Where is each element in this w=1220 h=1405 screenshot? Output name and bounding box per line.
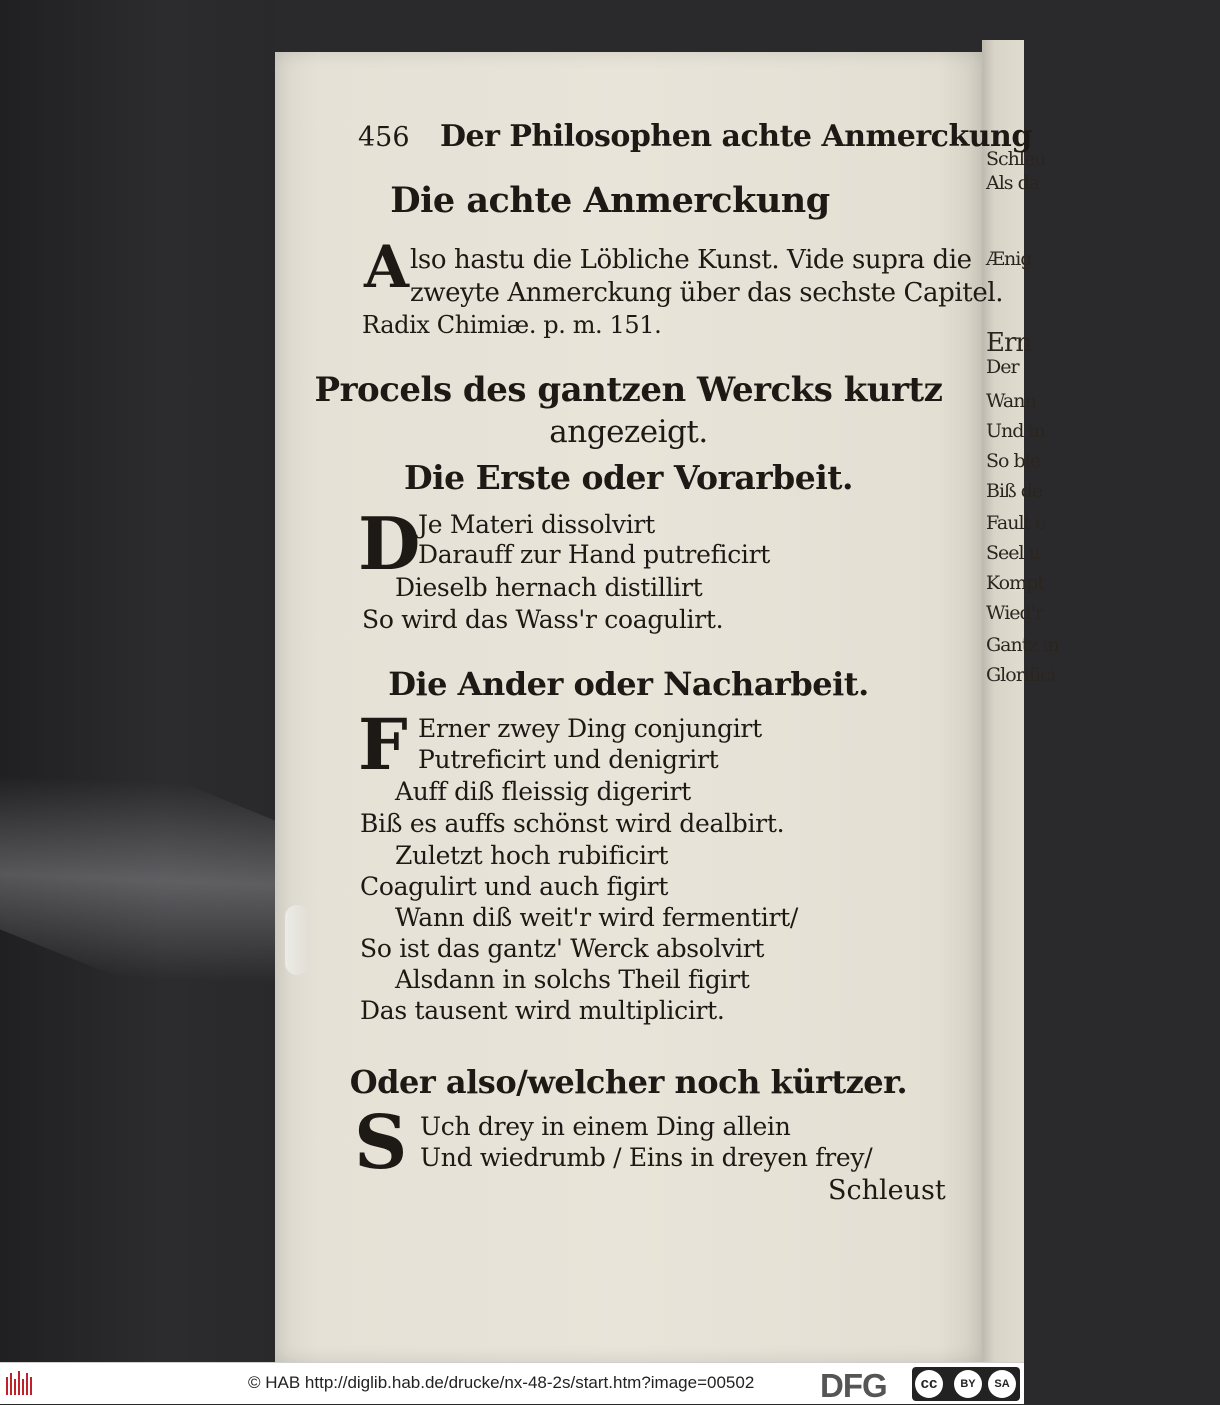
section-heading: Oder also/welcher noch kürtzer. bbox=[349, 1063, 908, 1101]
verse-line: Alsdann in solchs Theil figirt bbox=[395, 965, 750, 994]
next-page-fragment: Der bbox=[986, 356, 1019, 378]
verse-line: Wann diß weit'r wird fermentirt/ bbox=[395, 903, 798, 932]
verse-line: So ist das gantz' Werck absolvirt bbox=[360, 934, 765, 963]
adjacent-page-edge bbox=[982, 40, 1059, 1362]
verse-line: Putreficirt und denigrirt bbox=[418, 745, 719, 774]
next-page-fragment: Schleu bbox=[986, 148, 1046, 170]
hab-logo-icon bbox=[4, 1369, 34, 1399]
section-heading: Die achte Anmerckung bbox=[390, 180, 830, 221]
next-page-fragment: Wied'r bbox=[986, 602, 1043, 624]
verse-line: Darauff zur Hand putreficirt bbox=[418, 540, 771, 569]
footer-bar bbox=[0, 1362, 1024, 1404]
drop-cap: F bbox=[358, 703, 408, 786]
next-page-fragment: Seel u bbox=[986, 542, 1040, 564]
next-page-fragment: Als da bbox=[986, 172, 1040, 194]
verse-line: Uch drey in einem Ding allein bbox=[420, 1112, 791, 1141]
page-number: 456 bbox=[358, 122, 410, 153]
drop-cap: D bbox=[358, 501, 421, 586]
next-page-fragment: Ern bbox=[986, 328, 1032, 358]
drop-cap: A bbox=[364, 233, 410, 301]
verse-line: Coagulirt und auch figirt bbox=[360, 872, 669, 901]
verse-line: Das tausent wird multiplicirt. bbox=[360, 996, 725, 1025]
verse-line: Erner zwey Ding conjungirt bbox=[418, 714, 762, 743]
section-heading: Procels des gantzen Wercks kurtz bbox=[314, 370, 943, 410]
catchword: Schleust bbox=[828, 1175, 946, 1206]
dfg-logo: DFG bbox=[820, 1367, 887, 1404]
section-subheading: Die Erste oder Vorarbeit. bbox=[403, 458, 854, 497]
text-line: lso hastu die Löbliche Kunst. Vide supra die bbox=[410, 245, 972, 275]
next-page-fragment: Ænig bbox=[986, 248, 1032, 270]
next-page-fragment: Gantz in bbox=[986, 634, 1059, 656]
next-page-fragment: Glorifici bbox=[986, 664, 1055, 686]
cc-mark: cc bbox=[915, 1370, 943, 1398]
verse-line: Dieselb hernach distillirt bbox=[395, 573, 703, 602]
by-icon: BY bbox=[954, 1370, 982, 1398]
next-page-fragment: Wann bbox=[986, 390, 1036, 412]
text-line: Radix Chimiæ. p. m. 151. bbox=[362, 311, 662, 339]
sa-icon: SA bbox=[988, 1370, 1016, 1398]
next-page-fragment: Biß de bbox=[986, 480, 1043, 502]
section-heading: Die Ander oder Nacharbeit. bbox=[388, 665, 869, 703]
verse-line: Und wiedrumb / Eins in dreyen frey/ bbox=[420, 1143, 873, 1172]
cc-license-icon[interactable] bbox=[912, 1367, 1020, 1401]
copyright-link[interactable]: © HAB http://diglib.hab.de/drucke/nx-48-2s/start.htm?image=00502 bbox=[248, 1373, 755, 1392]
verse-line: Biß es auffs schönst wird dealbirt. bbox=[360, 809, 785, 838]
verse-line: Je Materi dissolvirt bbox=[418, 510, 655, 539]
next-page-fragment: Fault e bbox=[986, 512, 1046, 534]
next-page-fragment: So ble bbox=[986, 450, 1040, 472]
verse-line: Auff diß fleissig digerirt bbox=[395, 777, 691, 806]
glass-clip bbox=[285, 905, 309, 975]
verse-line: So wird das Wass'r coagulirt. bbox=[362, 605, 724, 634]
verse-line: Zuletzt hoch rubificirt bbox=[395, 841, 669, 870]
next-page-fragment: Und in bbox=[986, 420, 1045, 442]
next-page-fragment: Kompt bbox=[986, 572, 1044, 594]
running-title: Der Philosophen achte Anmerckung bbox=[440, 119, 1032, 154]
section-heading-continued: angezeigt. bbox=[549, 414, 708, 450]
drop-cap: S bbox=[354, 1100, 408, 1186]
text-line: zweyte Anmerckung über das sechste Capitel. bbox=[410, 278, 1004, 308]
